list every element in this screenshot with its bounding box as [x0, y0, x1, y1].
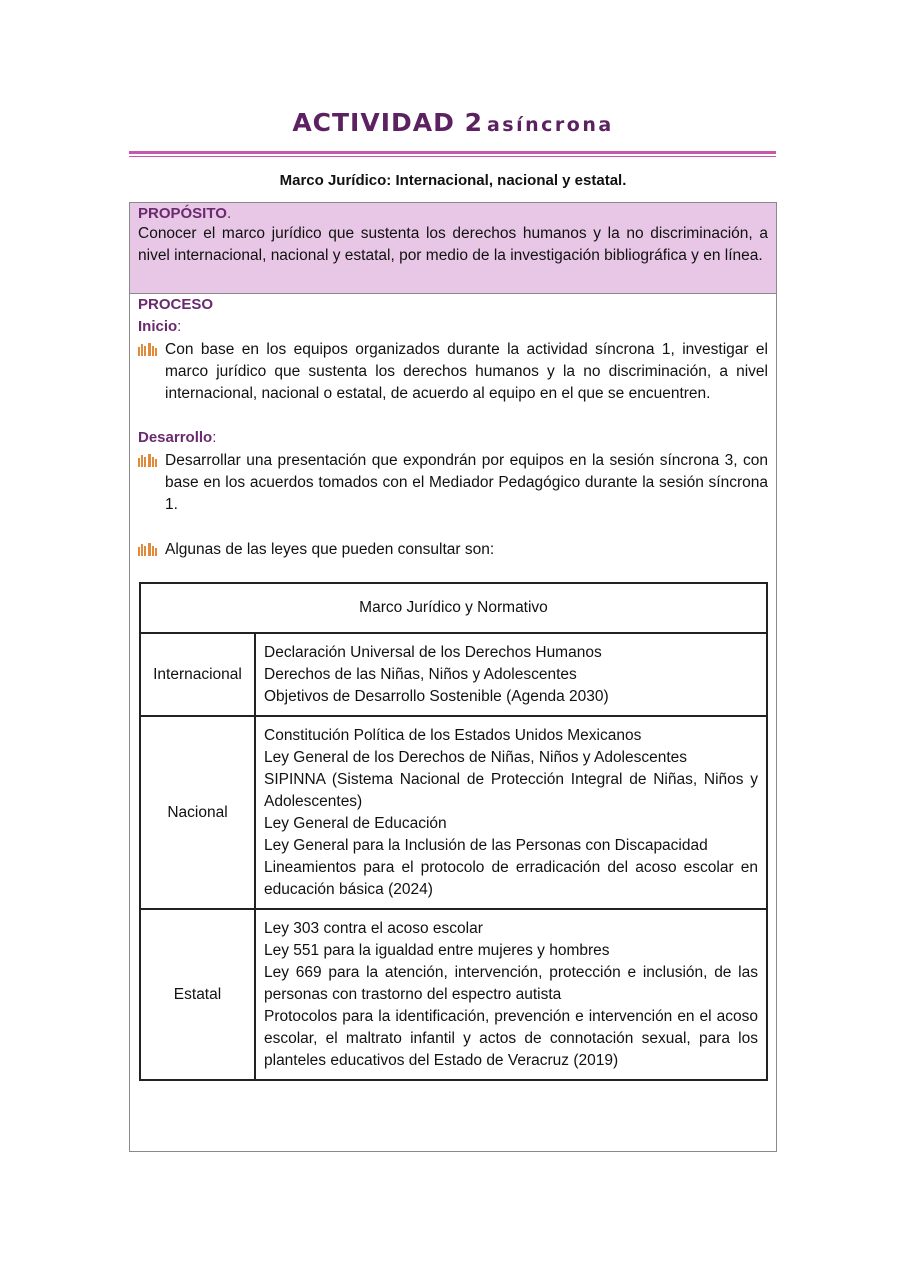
title-rule: [129, 151, 776, 154]
list-item: Derechos de las Niñas, Niños y Adolescentes: [264, 666, 577, 683]
table-header-row: [140, 583, 767, 633]
items-cell: [255, 909, 767, 1080]
desarrollo-text: Desarrollar una presentación que expondrán por equipos en la sesión síncrona 3, con base en los acuerdos tomados con el Mediador Pedagógico durante la sesión síncrona 1.: [165, 452, 768, 513]
level-cell: Estatal: [140, 909, 255, 1080]
table-row: [140, 909, 767, 1080]
list-item: Objetivos de Desarrollo Sostenible (Agenda 2030): [264, 688, 609, 705]
page-title: [0, 108, 906, 137]
items-cell: [255, 633, 767, 716]
list-item: SIPINNA (Sistema Nacional de Protección Integral de Niñas, Niños y Adolescentes): [264, 771, 758, 810]
process-heading: PROCESO: [138, 296, 214, 313]
leyes-text: Algunas de las leyes que pueden consultar son:: [165, 541, 495, 558]
list-item: Lineamientos para el protocolo de erradicación del acoso escolar en educación básica (2024): [264, 859, 758, 898]
title-rule-thin: [129, 156, 776, 157]
list-item: Declaración Universal de los Derechos Humanos: [264, 644, 602, 661]
level-cell: Nacional: [140, 716, 255, 909]
title-sub: asíncrona: [486, 114, 614, 136]
inicio-text: Con base en los equipos organizados durante la actividad síncrona 1, investigar el marco jurídico que sustenta los derechos humanos y la no discriminación, a nivel internacional, nacional o estatal, de acuerdo al equipo en el que se encuentren.: [165, 341, 768, 402]
table-row: [140, 716, 767, 909]
purpose-section: PROPÓSITO. Conocer el marco jurídico que sustenta los derechos humanos y la no discriminación, a nivel internacional, nacional y estatal, por medio de la investigación bibliográfica y en línea.: [130, 203, 776, 294]
items-cell: [255, 716, 767, 909]
legal-framework-table: [139, 582, 768, 1081]
list-item: Ley 303 contra el acoso escolar: [264, 920, 483, 937]
people-group-icon: [138, 542, 158, 556]
people-group-icon: [138, 342, 158, 356]
people-group-icon: [138, 453, 158, 467]
list-item: Ley 669 para la atención, intervención, protección e inclusión, de las personas con trastorno del espectro autista: [264, 964, 758, 1003]
list-item: Ley 551 para la igualdad entre mujeres y hombres: [264, 942, 610, 959]
table-row: [140, 633, 767, 716]
list-item: Ley General para la Inclusión de las Personas con Discapacidad: [264, 837, 708, 854]
activity-subtitle: Marco Jurídico: Internacional, nacional y estatal.: [279, 172, 627, 189]
list-item: Constitución Política de los Estados Unidos Mexicanos: [264, 727, 642, 744]
purpose-heading: PROPÓSITO: [138, 205, 227, 222]
list-item: Ley General de los Derechos de Niñas, Niños y Adolescentes: [264, 749, 688, 766]
activity-frame: PROPÓSITO. Conocer el marco jurídico que sustenta los derechos humanos y la no discriminación, a nivel internacional, nacional y estatal, por medio de la investigación bibliográfica y en línea. PROCESO Inicio: Con base en los equipos organizados durante la actividad síncrona 1, investigar el marco jurídico que sustenta los derechos humanos y la no discriminación, a nivel internacional, nacional o estatal, de acuerdo al equipo en el que se encuentren. Desarrollo: Desarrollar una presentación que expondrán por equipos en la sesión síncrona 3, con base en los acuerdos tomados con el Mediador Pedagógico durante la sesión síncrona 1. Algunas de las leyes que pueden consultar son: Marco Jurídico y Normativo Internacional Declaración Universal de los Derechos Humanos Derechos de las Niñas, Niños y Adolescentes Objetivos de Desarrollo Sostenible (Agenda 2030) Nacional Constitución Política de los Estados Unidos Mexicanos Ley General de los Derechos de Niñas, Niños y Adolescentes SIPINNA (Sistema Nacional de Protección Integral de Niñas, Niños y Adolescentes) Ley General de Educación Ley General para la Inclusión de las Personas con Discapacidad Lineamientos para el protocolo de erradicación del acoso escolar en educación básica (2024) Estatal Ley 303 contra el acoso escolar Ley 551 para la igualdad entre mujeres y hombres Ley 669 para la atención, intervención, protección e inclusión, de las personas con trastorno del espectro autista Protocolos para la identificación, prevención e intervención en el acoso escolar, el maltrato infantil y actos de connotación sexual, para los planteles educativos del Estado de Veracruz (2019): [129, 202, 777, 1152]
list-item: Ley General de Educación: [264, 815, 447, 832]
inicio-label: Inicio: [138, 318, 178, 335]
desarrollo-label: Desarrollo: [138, 429, 213, 446]
purpose-text: Conocer el marco jurídico que sustenta los derechos humanos y la no discriminación, a nivel internacional, nacional y estatal, por medio de la investigación bibliográfica y en línea.: [138, 225, 768, 264]
table-header: Marco Jurídico y Normativo: [140, 583, 767, 633]
list-item: Protocolos para la identificación, prevención e intervención en el acoso escolar, el maltrato infantil y actos de connotación sexual, para los planteles educativos del Estado de Veracruz (2019): [264, 1008, 758, 1069]
level-cell: Internacional: [140, 633, 255, 716]
title-main: ACTIVIDAD 2: [292, 108, 483, 137]
